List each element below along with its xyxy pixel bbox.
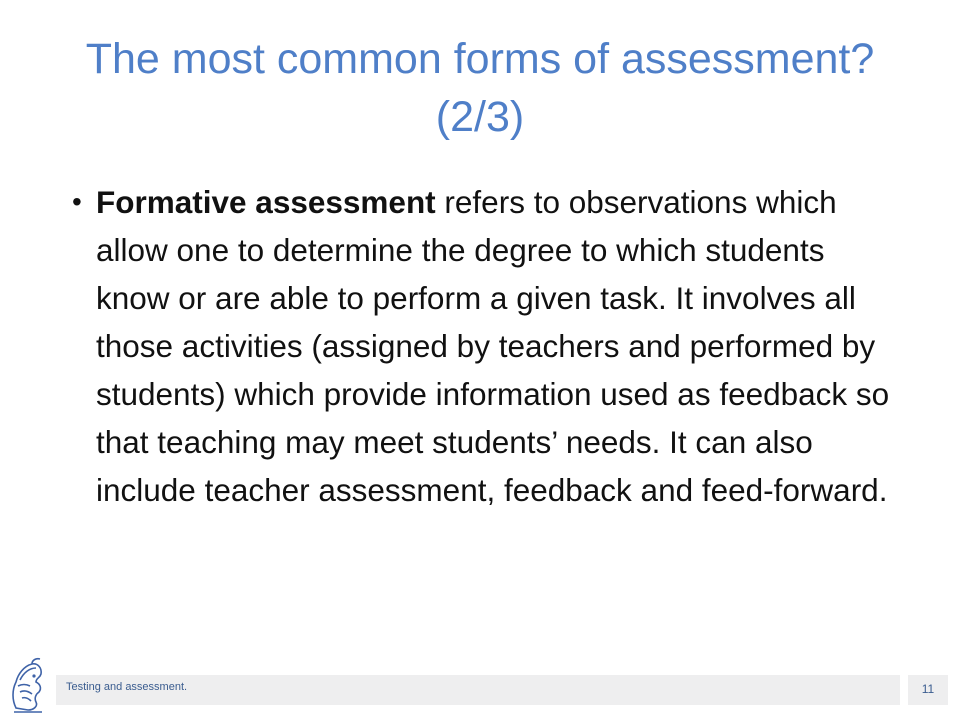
bullet-item (72, 178, 902, 514)
bullet-dot-icon: • (72, 186, 82, 217)
slide-title: The most common forms of assessment? (2/3) (85, 35, 875, 141)
page-number: 11 (921, 682, 935, 696)
bullet-body: refers to observations which allow one to determine the degree to which students know or are able to perform a given task. It involves all those activities (assigned by teachers and performed by students) which provide information used as feedback so that teaching may meet students’ needs. It can also include teacher assessment, feedback and feed-forward. (96, 184, 890, 508)
footer-text: Testing and assessment. (66, 681, 188, 693)
athena-head-logo-icon (6, 656, 50, 716)
bullet-list (72, 178, 902, 514)
bullet-text (96, 178, 902, 514)
bullet-bold-term: Formative assessment (96, 184, 436, 220)
